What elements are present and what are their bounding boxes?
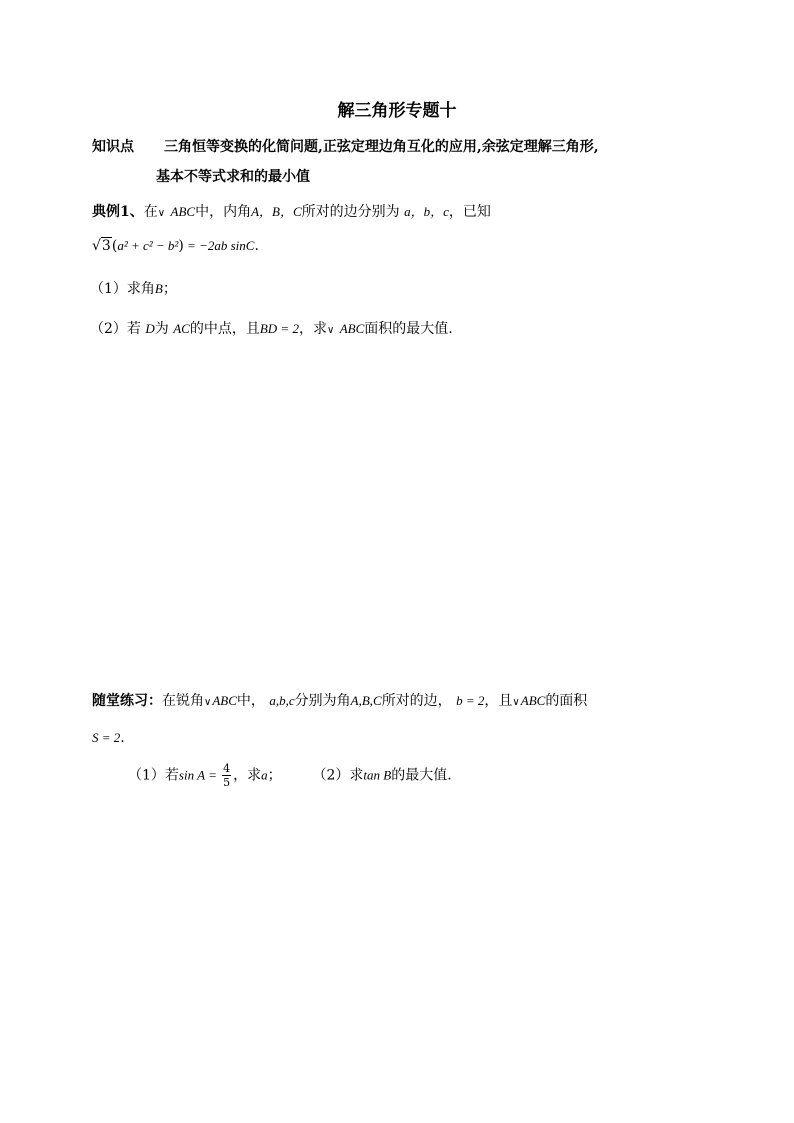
example1-equation: √3(a² + c² − b²) = −2ab sinC.: [92, 238, 259, 254]
sqrt-sign: √3: [92, 238, 111, 254]
practice-area: S = 2.: [92, 730, 125, 746]
fraction: $\frac{4}{5}$: [223, 762, 231, 789]
practice-intro: 随堂练习：在锐角∨ABC中， a,b,c分别为角A,B,C所对的边， b = 2，且∨ABC的面积: [92, 693, 588, 709]
knowledge-line-2: 基本不等式求和的最小值: [156, 169, 310, 185]
example1-question-1: （1）求角B；: [90, 281, 177, 297]
example1-intro: 典例1、在∨ ABC中，内角A，B，C所对的边分别为 a，b，c，已知: [92, 204, 491, 220]
knowledge-label: 知识点: [92, 139, 134, 155]
example1-label: 典例1: [92, 204, 130, 220]
knowledge-line-1: 三角恒等变换的化简问题,正弦定理边角互化的应用,余弦定理解三角形,: [164, 139, 599, 155]
page-title: 解三角形专题十: [337, 101, 457, 121]
triangle-symbol: ∨: [157, 208, 166, 219]
practice-questions: （1）若sin A = $\frac{4}{5}$ ，求a； （2）求tan B的最大值.: [128, 762, 452, 789]
example1-question-2: （2）若 D为 AC的中点，且BD = 2，求∨ ABC面积的最大值.: [90, 321, 453, 337]
practice-label: 随堂练习：: [92, 693, 162, 709]
